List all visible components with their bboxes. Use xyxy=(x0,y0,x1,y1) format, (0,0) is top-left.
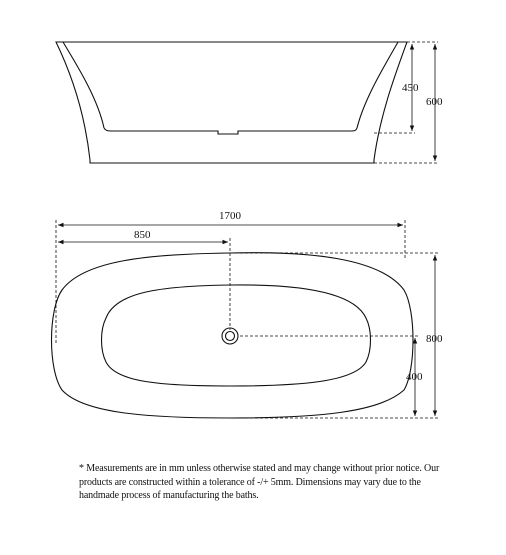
side-elevation-view xyxy=(56,42,407,163)
tub-side-outline xyxy=(56,42,407,163)
dim-850-label: 850 xyxy=(134,229,151,241)
tub-side-floor xyxy=(104,128,357,134)
plan-view xyxy=(52,253,414,418)
drain-inner xyxy=(226,332,235,341)
dim-600-label: 600 xyxy=(426,96,443,108)
tub-plan-outer-rim xyxy=(52,253,414,418)
dim-450-label: 450 xyxy=(402,82,419,94)
drain-outer xyxy=(222,328,238,344)
measurement-footnote: * Measurements are in mm unless otherwise stated and may change without prior notice. Our products are constructed within a tolerance of -/+ 5mm. Dimensions may vary due to the handmade process of manufacturing the baths. xyxy=(79,463,440,501)
tub-side-inner-left xyxy=(63,42,104,128)
dim-1700-label: 1700 xyxy=(219,210,241,222)
tub-plan-inner-basin xyxy=(102,285,371,386)
plan-dimension-lines xyxy=(56,220,438,418)
dim-400-label: 400 xyxy=(406,371,423,383)
dim-800-label: 800 xyxy=(426,333,443,345)
